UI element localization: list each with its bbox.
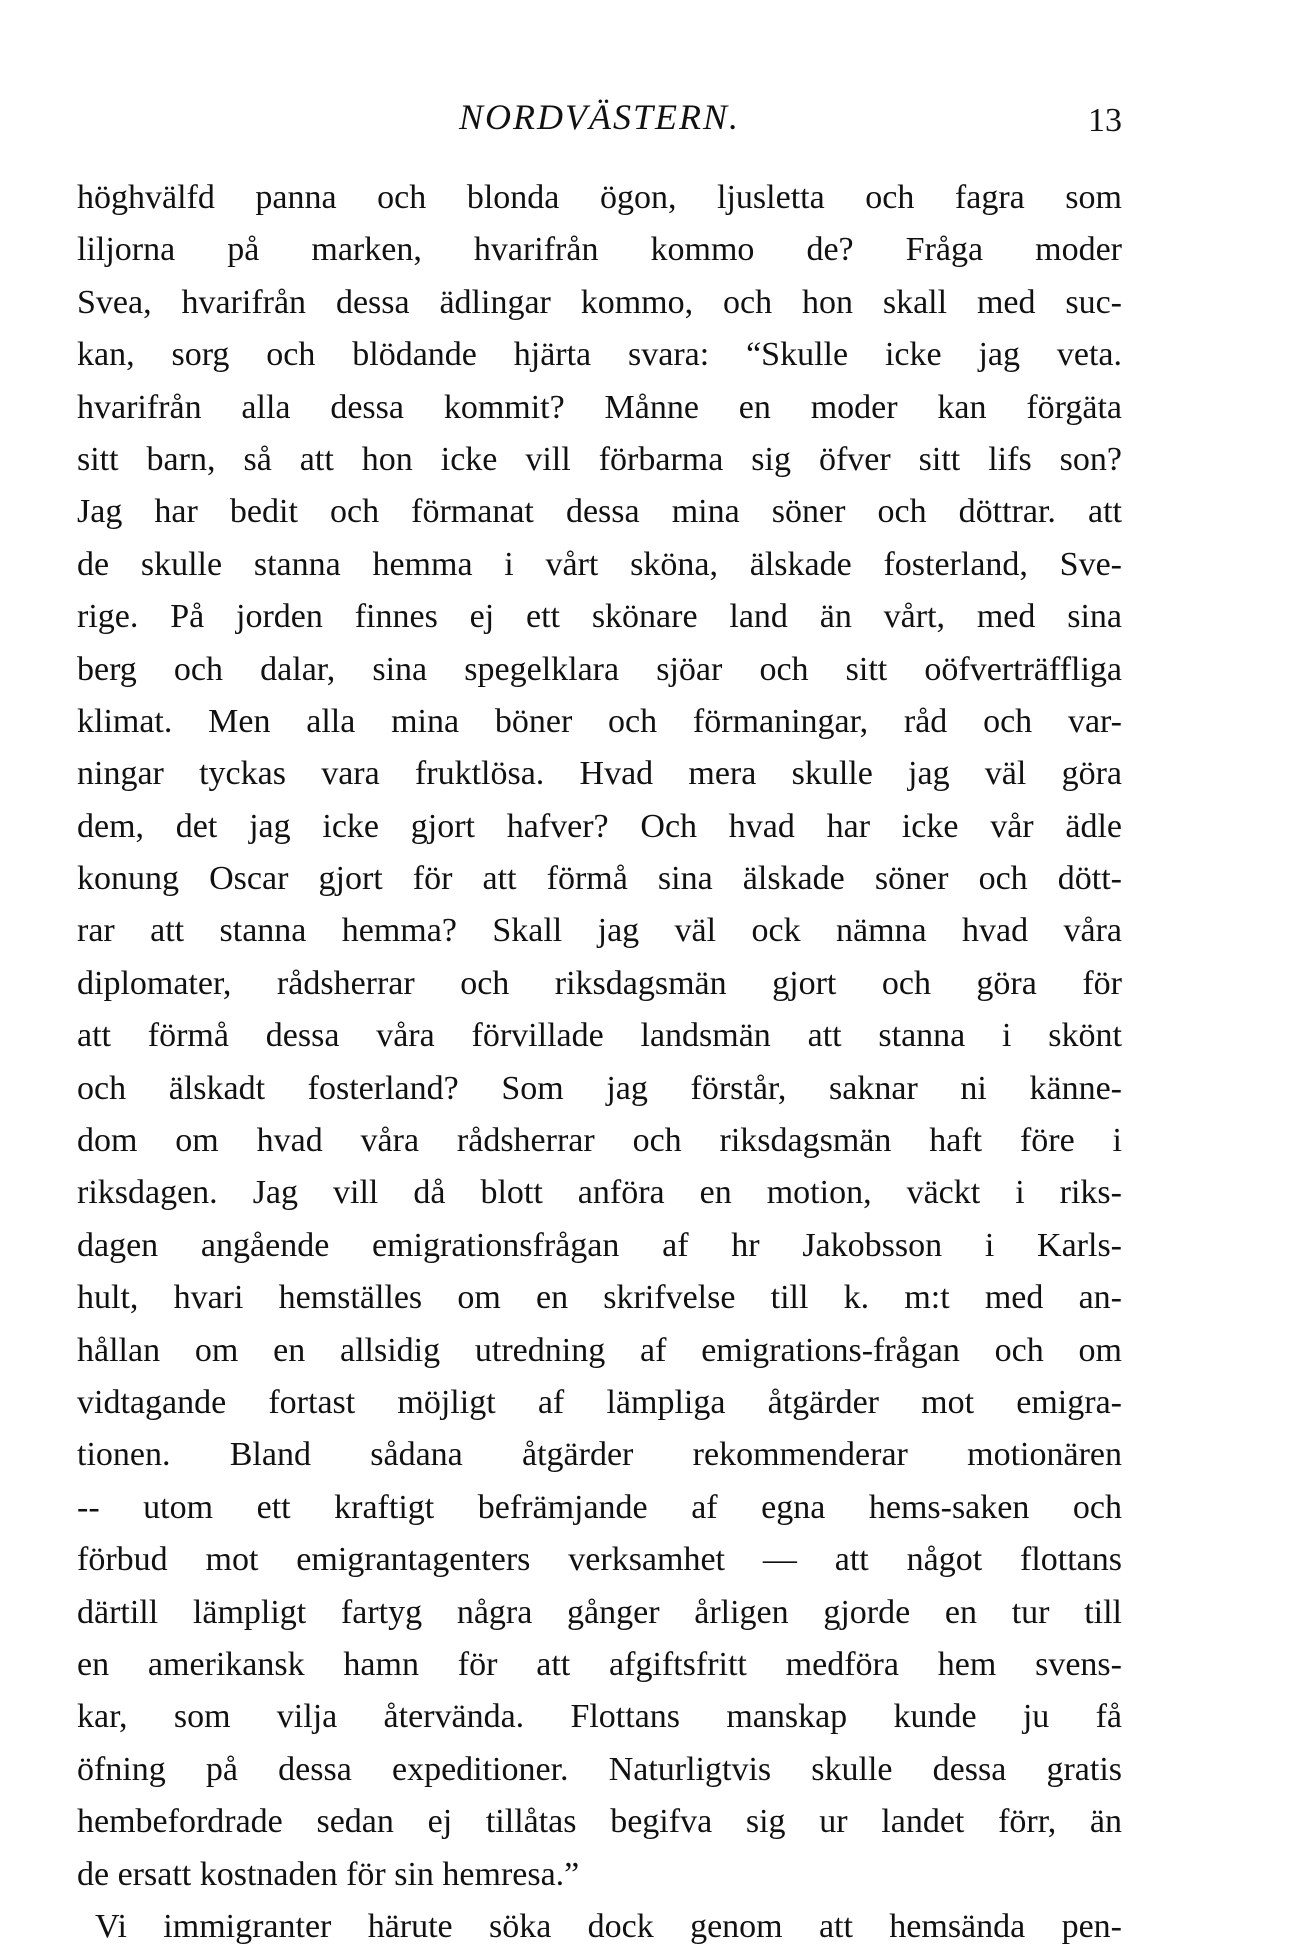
text-line: sitt barn, så att hon icke vill förbarma sig öfver sitt lifs son? [77, 440, 1122, 478]
running-head [77, 96, 1122, 146]
text-line: diplomater, rådsherrar och riksdagsmän gjort och göra för [77, 964, 1122, 1002]
body-text [77, 172, 1122, 1953]
text-line: kar, som vilja återvända. Flottans manskap kunde ju få [77, 1698, 1122, 1736]
text-line: konung Oscar gjort för att förmå sina älskade söner och dött- [77, 860, 1122, 898]
text-line: tionen. Bland sådana åtgärder rekommenderar motionären [77, 1436, 1122, 1474]
text-line: dem, det jag icke gjort hafver? Och hvad har icke vår ädle [77, 807, 1122, 845]
text-line: de skulle stanna hemma i vårt sköna, älskade fosterland, Sve- [77, 545, 1122, 583]
text-line: en amerikansk hamn för att afgiftsfritt medföra hem svens- [77, 1645, 1122, 1683]
text-line: -- utom ett kraftigt befrämjande af egna hems-saken och [77, 1488, 1122, 1526]
text-line: därtill lämpligt fartyg några gånger årligen gjorde en tur till [77, 1593, 1122, 1631]
page-number: 13 [1088, 102, 1122, 139]
text-line: klimat. Men alla mina böner och förmaningar, råd och var- [77, 702, 1122, 740]
text-line: öfning på dessa expeditioner. Naturligtvis skulle dessa gratis [77, 1750, 1122, 1788]
text-line: de ersatt kostnaden för sin hemresa.” [77, 1855, 580, 1893]
text-line: hvarifrån alla dessa kommit? Månne en moder kan förgäta [77, 388, 1122, 426]
text-line: hult, hvari hemställes om en skrifvelse till k. m:t med an- [77, 1279, 1122, 1317]
text-line: riksdagen. Jag vill då blott anföra en motion, väckt i riks- [77, 1174, 1122, 1212]
text-line: förbud mot emigrantagenters verksamhet — att något flottans [77, 1541, 1122, 1579]
text-line: ningar tyckas vara fruktlösa. Hvad mera skulle jag väl göra [77, 755, 1122, 793]
text-line: kan, sorg och blödande hjärta svara: “Skulle icke jag veta. [77, 336, 1122, 374]
text-line: Jag har bedit och förmanat dessa mina söner och döttrar. att [77, 493, 1122, 531]
text-line: hembefordrade sedan ej tillåtas begifva sig ur landet förr, än [77, 1803, 1122, 1841]
text-line: Vi immigranter härute söka dock genom att hemsända pen- [95, 1907, 1122, 1945]
text-line: dagen angående emigrationsfrågan af hr Jakobsson i Karls- [77, 1226, 1122, 1264]
text-line: rar att stanna hemma? Skall jag väl ock nämna hvad våra [77, 912, 1122, 950]
text-line: att förmå dessa våra förvillade landsmän att stanna i skönt [77, 1017, 1122, 1055]
text-line: rige. På jorden finnes ej ett skönare land än vårt, med sina [77, 598, 1122, 636]
text-line: liljorna på marken, hvarifrån kommo de? Fråga moder [77, 231, 1122, 269]
text-line: och älskadt fosterland? Som jag förstår, saknar ni känne- [77, 1069, 1122, 1107]
text-line: vidtagande fortast möjligt af lämpliga åtgärder mot emigra- [77, 1383, 1122, 1421]
text-line: hållan om en allsidig utredning af emigrations-frågan och om [77, 1331, 1122, 1369]
text-line: dom om hvad våra rådsherrar och riksdagsmän haft före i [77, 1122, 1122, 1160]
text-line: Svea, hvarifrån dessa ädlingar kommo, och hon skall med suc- [77, 283, 1122, 321]
text-line: berg och dalar, sina spegelklara sjöar och sitt oöfverträffliga [77, 650, 1122, 688]
running-title: NORDVÄSTERN. [459, 97, 740, 137]
text-line: höghvälfd panna och blonda ögon, ljusletta och fagra som [77, 179, 1122, 216]
